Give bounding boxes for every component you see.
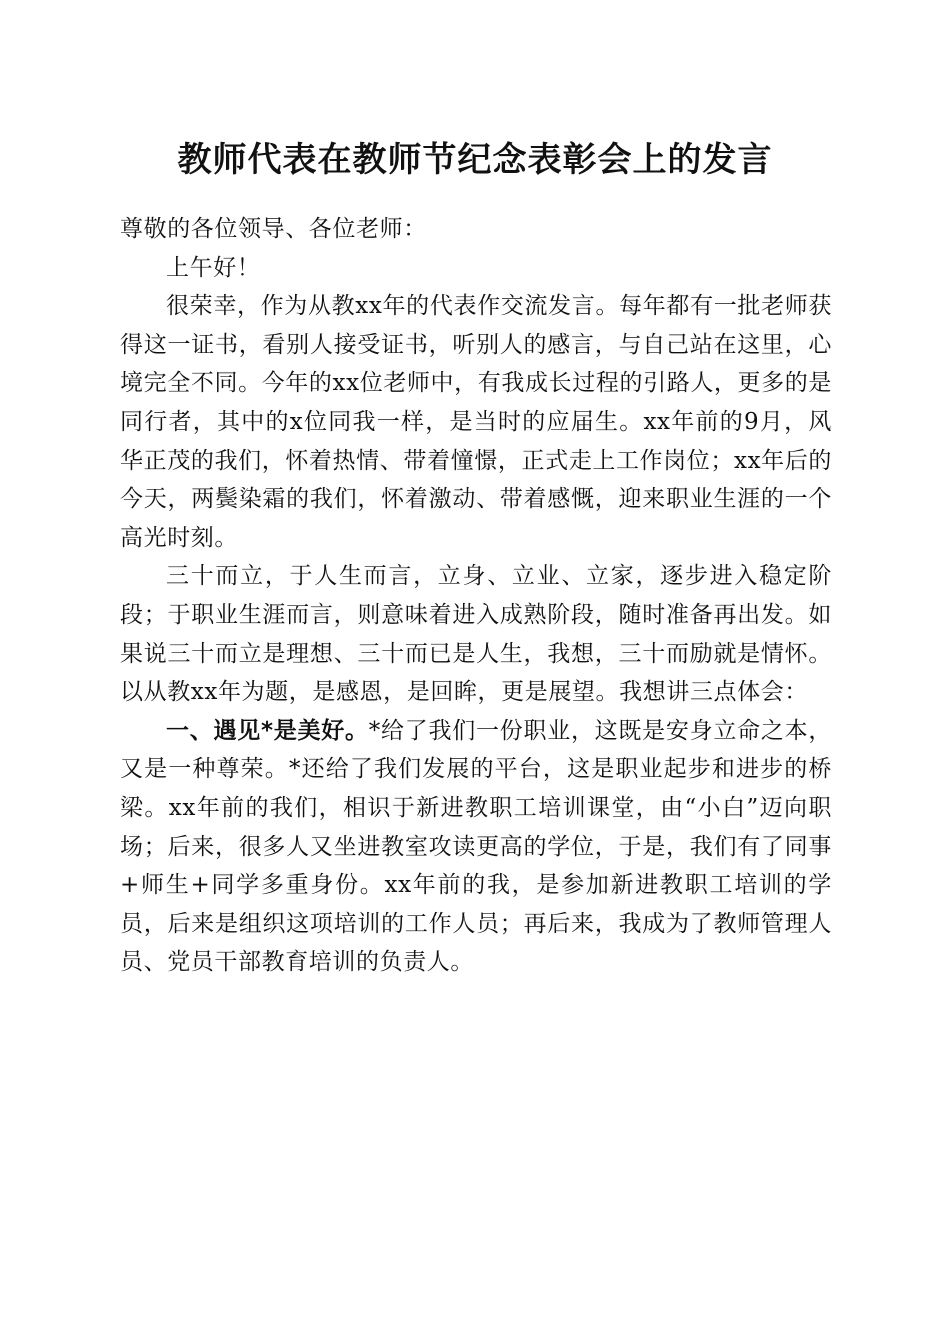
section-one-paragraph (120, 712, 832, 982)
paragraph-1: 很荣幸，作为从教xx年的代表作交流发言。每年都有一批老师获得这一证书，看别人接受证书，听别人的感言，与自己站在这里，心境完全不同。今年的xx位老师中，有我成长过程的引路人，更多的是同行者，其中的x位同我一样，是当时的应届生。xx年前的9月，风华正茂的我们，怀着热情、带着憧憬，正式走上工作岗位；xx年后的今天，两鬓染霜的我们，怀着激动、带着感慨，迎来职业生涯的一个高光时刻。 (120, 293, 832, 551)
document-body (120, 210, 832, 982)
section-one-text: *给了我们一份职业，这既是安身立命之本，又是一种尊荣。*还给了我们发展的平台，这是职业起步和进步的桥梁。xx年前的我们，相识于新进教职工培训课堂，由“小白”迈向职场；后来，很多人又坐进教室攻读更高的学位，于是，我们有了同事+师生+同学多重身份。xx年前的我，是参加新进教职工培训的学员，后来是组织这项培训的工作人员；再后来，我成为了教师管理人员、党员干部教育培训的负责人。 (120, 717, 832, 976)
salutation: 尊敬的各位领导、各位老师： (120, 216, 427, 242)
greeting: 上午好！ (166, 254, 261, 281)
section-one-heading: 一、遇见*是美好。 (166, 717, 369, 744)
paragraph-2: 三十而立，于人生而言，立身、立业、立家，逐步进入稳定阶段；于职业生涯而言，则意味着进入成熟阶段，随时准备再出发。如果说三十而立是理想、三十而已是人生，我想，三十而励就是情怀。以从教xx年为题，是感恩，是回眸，更是展望。我想讲三点体会： (120, 563, 832, 706)
document-title: 教师代表在教师节纪念表彰会上的发言 (177, 140, 773, 180)
